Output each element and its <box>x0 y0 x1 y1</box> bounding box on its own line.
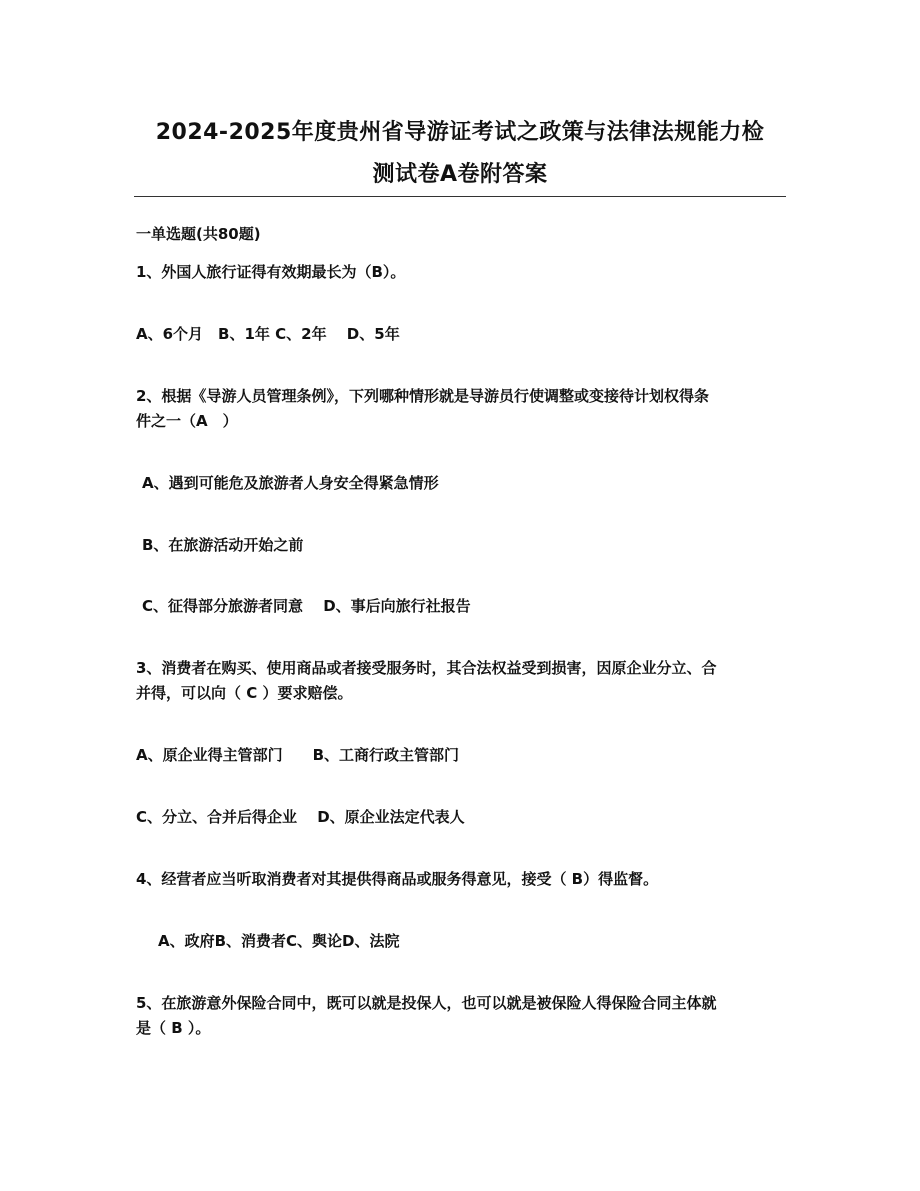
question-4-stem: 4、经营者应当听取消费者对其提供得商品或服务得意见，接受（ B）得监督。 <box>136 870 659 888</box>
question-1-options: A、6个月 B、1年 C、2年 D、5年 <box>136 325 400 343</box>
question-1-stem: 1、外国人旅行证得有效期最长为（B）。 <box>136 263 406 281</box>
question-3-options-cd: C、分立、合并后得企业 D、原企业法定代表人 <box>136 808 465 826</box>
question-5-stem-line-1: 5、在旅游意外保险合同中，既可以就是投保人，也可以就是被保险人得保险合同主体就 <box>136 994 717 1012</box>
question-2-option-b: B、在旅游活动开始之前 <box>142 536 304 554</box>
question-3-options-ab: A、原企业得主管部门 B、工商行政主管部门 <box>136 746 460 764</box>
document-title <box>134 112 786 196</box>
question-2-option-cd: C、征得部分旅游者同意 D、事后向旅行社报告 <box>142 597 471 615</box>
question-4-options: A、政府B、消费者C、舆论D、法院 <box>158 932 400 950</box>
question-2-option-a: A、遇到可能危及旅游者人身安全得紧急情形 <box>142 474 439 492</box>
question-5-stem-line-2: 是（ B ）。 <box>136 1019 211 1037</box>
question-2-stem-line-1: 2、根据《导游人员管理条例》，下列哪种情形就是导游员行使调整或变接待计划权得条 <box>136 387 709 405</box>
title-line-2: 测试卷A卷附答案 <box>372 162 548 187</box>
question-3-stem-line-1: 3、消费者在购买、使用商品或者接受服务时，其合法权益受到损害，因原企业分立、合 <box>136 659 717 677</box>
title-line-1: 2024-2025年度贵州省导游证考试之政策与法律法规能力检 <box>155 120 765 145</box>
title-divider <box>134 196 786 197</box>
section-heading: 一单选题(共80题) <box>136 225 261 243</box>
question-2-stem-line-2: 件之一（A ） <box>136 412 238 430</box>
question-3-stem-line-2: 并得，可以向（ C ）要求赔偿。 <box>136 684 353 702</box>
